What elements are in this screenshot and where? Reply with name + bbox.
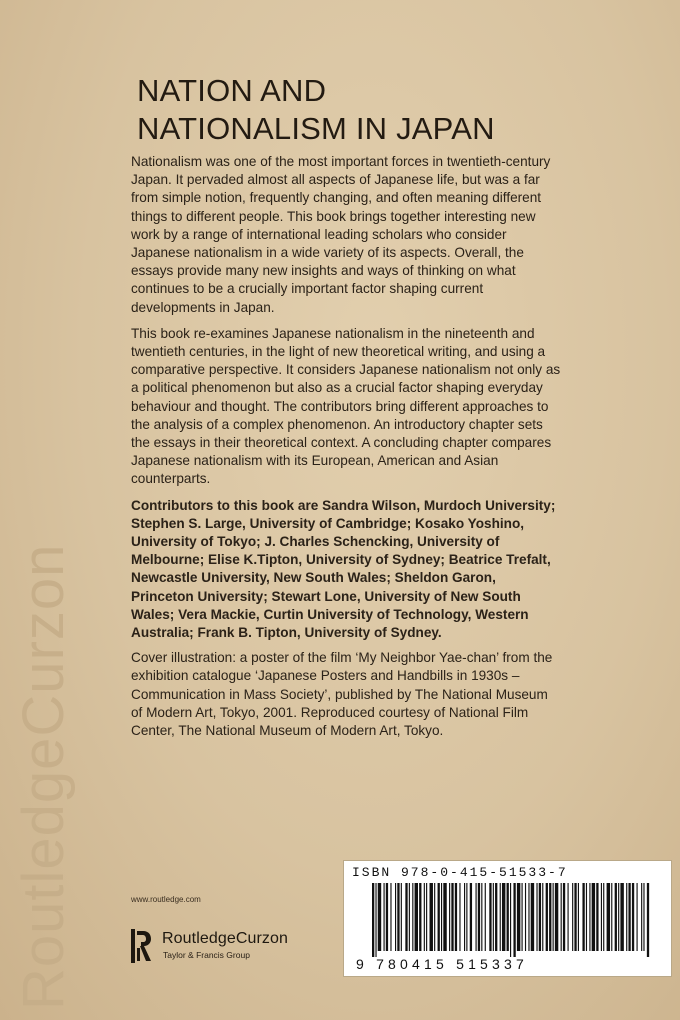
barcode-bar [438,883,440,951]
barcode-bar [443,883,446,951]
barcode-bar [563,883,565,951]
barcode-bar [578,883,579,951]
barcode-bar [430,883,433,951]
barcode-bar [397,883,399,951]
barcode-bars [372,883,649,957]
barcode-bar [568,883,569,951]
barcode-bar [500,883,501,951]
barcode-bar [539,883,541,951]
publisher-name: RoutledgeCurzon [162,930,289,947]
barcode-bar [525,883,526,951]
publisher-group: Taylor & Francis Group [163,950,250,960]
barcode-bar [424,883,425,951]
barcode-bar [449,883,450,951]
barcode-bar [390,883,391,951]
barcode-bar [481,883,482,951]
barcode-bar [476,883,477,951]
blurb-paragraph-scope: This book re-examines Japanese nationalism in the nineteenth and twentieth centuries, in the light of new theoretical writing, and using a comparative perspective. It considers Japanese nationalism not only as a political phenomenon but also as a crucial factor shaping everyday behaviour and thought. The contributors bring different approaches to the analysis of a complex phenomenon. An introductory chapter sets the essays in their theoretical context. A concluding chapter compares Japanese nationalism with its European, American and Asian counterparts. [131,325,561,487]
barcode-digits: 9 780415 515337 [356,956,528,971]
barcode-bar [502,883,505,951]
barcode-bar [643,883,644,951]
blurb [131,153,561,748]
barcode-bar [395,883,396,951]
routledge-r-icon [130,928,154,964]
barcode-bar [464,883,465,951]
barcode-bar [574,883,576,951]
barcode-bar [615,883,617,951]
barcode-bar [378,883,381,951]
barcode-bar [553,883,554,951]
barcode-bar [626,883,627,951]
barcode-bar [372,883,374,957]
barcode-bar [528,883,529,951]
title-line-1: NATION AND [137,73,327,108]
barcode-bar [542,883,543,951]
barcode-bar [386,883,388,951]
barcode-bar [603,883,604,951]
blurb-paragraph-cover-credit: Cover illustration: a poster of the film ‘My Neighbor Yae-chan’ from the exhibition catalogue ‘Japanese Posters and Handbills in 1930s – Communication in Mass Society’, published by The National Museum of Modern Art, Tokyo, 2001. Reproduced courtesy of National Film Center, The National Museum of Modern Art, Tokyo. [131,650,553,739]
barcode-bar [522,883,523,951]
barcode-bar [507,883,509,951]
barcode-bar [641,883,642,951]
publisher-logo [130,928,340,964]
barcode-bar [401,883,402,951]
blurb-paragraph-intro: Nationalism was one of the most important forces in twentieth-century Japan. It pervaded almost all aspects of Japanese life, but was a far from simple notion, frequently changing, and often meaning different things to different people. This book brings together interesting new work by a range of international leading scholars who consider Japanese nationalism in a wide variety of its aspects. Overall, the essays provide many new insights and ways of thinking on what continues to be a crucially important factor shaping current developments in Japan. [131,154,551,315]
barcode-bar [495,883,497,951]
barcode-bar [531,883,534,951]
barcode-bar [478,883,480,951]
barcode-bar [620,883,623,951]
barcode [352,883,664,971]
barcode-bar [513,883,515,957]
barcode-bar [466,883,467,951]
barcode-bar [632,883,634,951]
barcode-bar [434,883,435,951]
title-line-2: NATIONALISM IN JAPAN [137,111,495,146]
barcode-bar [455,883,457,951]
barcode-bar [637,883,638,951]
barcode-bar [555,883,558,951]
barcode-bar [489,883,491,951]
barcode-bar [596,883,598,951]
barcode-bar [647,883,649,957]
barcode-bar [412,883,413,951]
barcode-bar [589,883,590,951]
barcode-bar [441,883,442,951]
barcode-bar [405,883,407,951]
barcode-bar [426,883,427,951]
barcode-bar [517,883,520,951]
barcode-bar [582,883,584,951]
watermark-publisher-text: RoutledgeCurzon [11,543,76,1010]
publisher-website: www.routledge.com [131,895,201,904]
barcode-bar [493,883,494,951]
barcode-bar [451,883,453,951]
barcode-bar [536,883,537,951]
barcode-bar [611,883,612,951]
barcode-bar [607,883,610,951]
barcode-bar [470,883,472,951]
isbn-label: ISBN 978-0-415-51533-7 [352,865,568,880]
barcode-bar [459,883,460,951]
barcode-bar [586,883,587,951]
barcode-bar [561,883,562,951]
blurb-paragraph-contributors: Contributors to this book are Sandra Wilson, Murdoch University; Stephen S. Large, University of Cambridge; Kosako Yoshino, University of Tokyo; J. Charles Schencking, University of Melbourne; Elise K.Tipton, University of Sydney; Beatrice Trefalt, Newcastle University, New South Wales; Sheldon Garon, Princeton University; Stewart Lone, University of New South Wales; Vera Mackie, Curtin University of Technology, Western Australia; Frank B. Tipton, University of Sydney. [131,497,556,641]
book-title [137,72,597,148]
barcode-bar [375,883,376,957]
barcode-bar [419,883,421,951]
barcode-bar [601,883,602,951]
barcode-bar [618,883,619,951]
barcode-bar [415,883,418,951]
barcode-bar [592,883,595,951]
isbn-barcode-panel [343,860,672,977]
barcode-bar [384,883,385,951]
barcode-bar [409,883,410,951]
barcode-bar [485,883,486,951]
barcode-bar [628,883,630,951]
barcode-bar [510,883,511,957]
barcode-bar [549,883,551,951]
barcode-bar [546,883,548,951]
barcode-bar [572,883,573,951]
